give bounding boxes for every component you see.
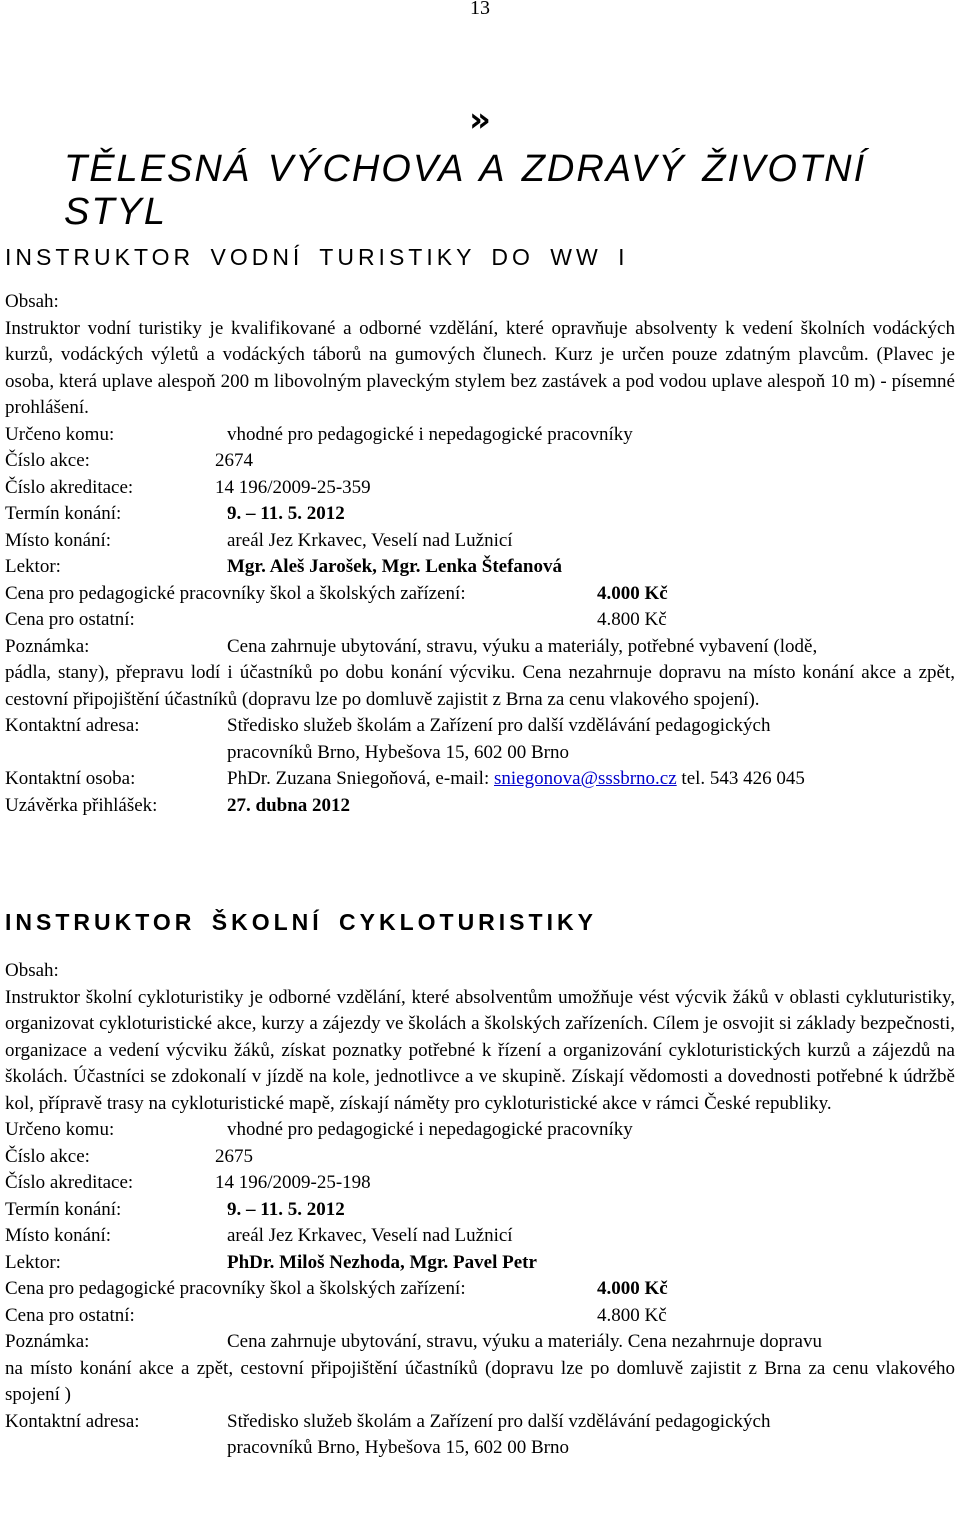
termin-label: Termín konání: [5, 1198, 122, 1220]
course2-urceno-row [5, 1117, 955, 1144]
course1-lektor-row [5, 554, 955, 581]
course1-urceno-row [5, 422, 955, 449]
urceno-value: vhodné pro pedagogické i nepedagogické pracovníky [227, 423, 633, 445]
course2-adresa-row [5, 1409, 955, 1436]
course2-cena-ost-row [5, 1303, 955, 1330]
lektor-label: Lektor: [5, 556, 61, 577]
course1-obsah-label: Obsah: [5, 291, 59, 312]
osoba-value [227, 766, 805, 793]
osoba-tel: tel. 543 426 045 [676, 768, 805, 789]
course1-adresa-row2 [5, 740, 955, 767]
misto-label: Místo konání: [5, 1225, 112, 1246]
akreditace-label: Číslo akreditace: [5, 1172, 134, 1193]
course1-description: Instruktor vodní turistiky je kvalifikované a odborné vzdělání, které opravňuje absolventy k vedení školních vodáckých kurzů, vodáckých výletů a vodáckých táborů na gumových člunech. Kurz je určen pouze zdatným plavcům. (Plavec je osoba, která uplave alespoň 200 m libovolným plaveckým stylem bez zastávek a pod vodou uplave alespoň 10 m) - písemné prohlášení. [5, 317, 955, 418]
course2-lektor-row [5, 1250, 955, 1277]
urceno-value: vhodné pro pedagogické i nepedagogické pracovníky [227, 1119, 633, 1140]
course1-adresa-row [5, 713, 955, 740]
urceno-label: Určeno komu: [5, 1119, 115, 1140]
course2-cena-ped-row [5, 1276, 955, 1303]
page-number: 13 [470, 0, 490, 19]
course1-termin-row [5, 501, 955, 528]
cislo-akce-value: 2675 [215, 1145, 253, 1167]
course1-uzaverka-row [5, 793, 955, 820]
adresa-label: Kontaktní adresa: [5, 1410, 140, 1432]
osoba-label: Kontaktní osoba: [5, 768, 136, 789]
termin-label: Termín konání: [5, 503, 122, 524]
course1-akreditace-row [5, 475, 955, 502]
page-title: TĚLESNÁ VÝCHOVA A ZDRAVÝ ŽIVOTNÍ STYL [64, 148, 867, 233]
poznamka-first: Cena zahrnuje ubytování, stravu, výuku a materiály. Cena nezahrnuje dopravu [227, 1331, 822, 1352]
adresa-line2: pracovníků Brno, Hybešova 15, 602 00 Brno [227, 1437, 569, 1458]
cislo-akce-value: 2674 [215, 450, 253, 471]
course2-section [5, 958, 955, 1462]
course2-adresa-row2 [5, 1435, 955, 1462]
course2-termin-row [5, 1197, 955, 1224]
lektor-value: PhDr. Miloš Nezhoda, Mgr. Pavel Petr [227, 1251, 537, 1273]
akreditace-value: 14 196/2009-25-198 [215, 1172, 371, 1193]
course1-poznamka-row [5, 634, 955, 661]
cena-ost-value: 4.800 Kč [597, 1304, 667, 1326]
misto-value: areál Jez Krkavec, Veselí nad Lužnicí [227, 529, 513, 551]
course2-misto-row [5, 1223, 955, 1250]
osoba-name: PhDr. Zuzana Sniegoňová, e-mail: [227, 768, 494, 789]
cislo-akce-label: Číslo akce: [5, 450, 90, 471]
lektor-label: Lektor: [5, 1251, 61, 1273]
course2-cislo-akce-row [5, 1144, 955, 1171]
urceno-label: Určeno komu: [5, 423, 115, 445]
chevron-icon: » [469, 100, 487, 140]
misto-label: Místo konání: [5, 529, 112, 551]
course1-osoba-row [5, 766, 955, 793]
cislo-akce-label: Číslo akce: [5, 1145, 90, 1167]
course2-obsah-label: Obsah: [5, 960, 59, 981]
lektor-value: Mgr. Aleš Jarošek, Mgr. Lenka Štefanová [227, 556, 562, 577]
course2-title: INSTRUKTOR ŠKOLNÍ CYKLOTURISTIKY [5, 909, 597, 935]
cena-ped-label: Cena pro pedagogické pracovníky škol a školských zařízení: [5, 582, 466, 604]
cena-ped-value: 4.000 Kč [597, 1278, 668, 1299]
email-link[interactable]: sniegonova@sssbrno.cz [494, 768, 677, 789]
course1-misto-row [5, 528, 955, 555]
course2-akreditace-row [5, 1170, 955, 1197]
course2-poznamka-row [5, 1329, 955, 1356]
cena-ost-label: Cena pro ostatní: [5, 1304, 135, 1326]
adresa-line1: Středisko služeb školám a Zařízení pro další vzdělávání pedagogických [227, 1410, 771, 1432]
poznamka-label: Poznámka: [5, 1331, 90, 1352]
poznamka-rest: pádla, stany), přepravu lodí i účastníků po dobu konání výcviku. Cena nezahrnuje dopravu na místo konání akce a zpět, cestovní připojištění účastníků (dopravu lze po domluvě zajistit z Brna za cenu vlakového spojení). [5, 662, 955, 710]
termin-value: 9. – 11. 5. 2012 [227, 503, 345, 524]
cena-ped-value: 4.000 Kč [597, 582, 668, 604]
cena-ost-label: Cena pro ostatní: [5, 609, 135, 630]
adresa-label: Kontaktní adresa: [5, 715, 140, 736]
course1-cena-ost-row [5, 607, 955, 634]
course1-cena-ped-row [5, 581, 955, 608]
course1-section [5, 289, 955, 819]
uzaverka-value: 27. dubna 2012 [227, 794, 351, 816]
adresa-line1: Středisko služeb školám a Zařízení pro další vzdělávání pedagogických [227, 715, 771, 736]
course1-title: INSTRUKTOR VODNÍ TURISTIKY DO WW I [5, 244, 629, 270]
misto-value: areál Jez Krkavec, Veselí nad Lužnicí [227, 1225, 513, 1246]
adresa-line2: pracovníků Brno, Hybešova 15, 602 00 Brno [227, 741, 569, 763]
termin-value: 9. – 11. 5. 2012 [227, 1198, 345, 1220]
course2-description: Instruktor školní cykloturistiky je odborné vzdělání, které absolventům umožňuje vést výcvik žáků v oblasti cykluturistiky, organizovat cykloturistické akce, kurzy a zájezdy ve školách a školských zařízeních. Cílem je osvojit si základy bezpečnosti, organizace a vedení výcviku žáků, získat poznatky potřebné k řízení a organizování cykloturistických kurzů a zájezdů na školách. Účastníci se zdokonalí v jízdě na kole, jednotlivce a ve skupině. Získají vědomosti a dovednosti potřebné k údržbě kol, přípravě trasy na cykloturistické mapě, získají náměty pro cykloturistické akce v rámci České republiky. [5, 986, 955, 1114]
poznamka-first: Cena zahrnuje ubytování, stravu, výuku a materiály, potřebné vybavení (lodě, [227, 635, 818, 657]
cena-ost-value: 4.800 Kč [597, 609, 667, 630]
akreditace-label: Číslo akreditace: [5, 476, 134, 498]
course1-cislo-akce-row [5, 448, 955, 475]
cena-ped-label: Cena pro pedagogické pracovníky škol a školských zařízení: [5, 1278, 466, 1299]
akreditace-value: 14 196/2009-25-359 [215, 476, 371, 498]
poznamka-rest: na místo konání akce a zpět, cestovní připojištění účastníků (dopravu lze po domluvě zajistit z Brna za cenu vlakového spojení ) [5, 1357, 955, 1405]
poznamka-label: Poznámka: [5, 635, 90, 657]
uzaverka-label: Uzávěrka přihlášek: [5, 794, 158, 816]
